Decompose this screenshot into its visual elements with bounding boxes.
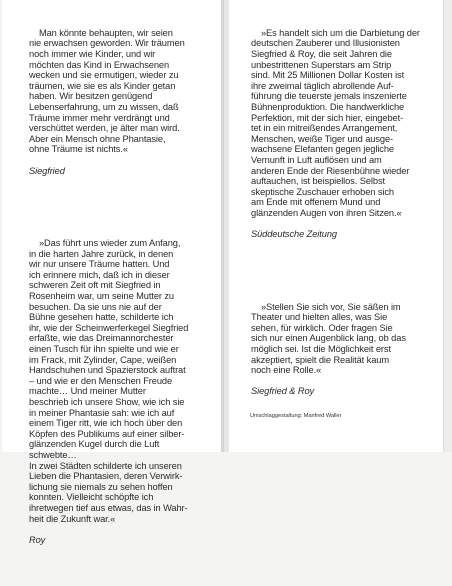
- left-page-text: [29, 0, 217, 586]
- quote-block: [251, 291, 441, 418]
- quote-block: [29, 17, 217, 197]
- quote-text: Man könnte behaupten, wir seien nie erwachsen geworden. Wir träumen noch immer wie Kinder, und wir möchten das Kind in Erwachsenen wecken und sie ermutigen, wieder zu träumen, wie sie es als Kinder getan haben. Wir besitzen genügend Lebenserfahrung, um zu wissen, daß Träume immer mehr verdrängt und verschüttet werden, je älter man wird. Aber ein Mensch ohne Phantasie, ohne Träume ist nichts.«: [29, 27, 185, 155]
- quote-text: »Es handelt sich um die Darbietung der deutschen Zauberer und Illusionisten Siegfried & Roy, die seit Jahren die unbestrittenen Superstars am Strip sind. Mit 25 Millionen Dollar Kosten ist ihre zweimal täglich abrollende Auf- führung die teuerste jemals inszenierte Bühnenproduktion. Die handwerkliche Perfektion, mit der sich hier, eingebet- tet in ein mitreißendes Arrangement, Menschen, weiße Tiger und ausge- wachsene Elefanten gegen jegliche Vernunft in Luft auflösen und am anderen Ende der Riesenbühne wieder auftauchen, ist beispiellos. Selbst skeptische Zuschauer erhoben sich am Ende mit offenem Mund und glänzenden Augen von ihren Sitzen.«: [251, 27, 420, 218]
- quote-attribution: Siegfried & Roy: [251, 386, 315, 397]
- quote-attribution: Süddeutsche Zeitung: [251, 229, 337, 240]
- quote-text: »Stellen Sie sich vor, Sie säßen im Theater und hielten alles, was Sie sehen, für wirklich. Oder fragen Sie sich nur einen Augenblick lang, ob das möglich sei. Ist die Möglichkeit erst akzeptiert, spielt die Realität kaum noch eine Rolle.«: [251, 301, 406, 376]
- right-page-text: [251, 0, 441, 438]
- quote-attribution: Siegfried: [29, 165, 65, 176]
- quote-block: [251, 17, 441, 261]
- page-edge: [443, 0, 452, 452]
- quote-attribution: Roy: [29, 534, 46, 545]
- cover-design-credit: Umschlaggestaltung: Manfred Waller: [250, 413, 342, 419]
- quote-text: »Das führt uns wieder zum Anfang, in die harten Jahre zurück, in denen wir nur unsere Träume hatten. Und ich erinnere mich, daß ich in dieser schweren Zeit oft mit Siegfried in Rosenheim war, um seine Mutter zu besuchen. Da sie uns nie auf der Bühne gesehen hatte, schilderte ich ihr, wie der Scheinwerferkegel Siegfried erfaßte, wie das Dreimannorchester einen Tusch für ihn spielte und wie er im Frack, mit Zylinder, Cape, weißen Handschuhen und Spazierstock auftrat – und wie er den Menschen Freude machte… Und meiner Mutter beschrieb ich unsere Show, wie ich sie in meiner Phantasie sah: wie ich auf einem Tiger ritt, wie ich hoch über den Köpfen des Publikums auf einer silber- glänzenden Kugel durch die Luft schwebte… In zwei Städten schilderte ich unseren Lieben die Phantasien, deren Verwirk- lichung sie niemals zu sehen hoffen konnten. Vielleicht schöpfte ich ihretwegen tief aus etwas, das in Wahr- heit die Zukunft war.«: [29, 238, 189, 524]
- quote-block: [29, 227, 217, 566]
